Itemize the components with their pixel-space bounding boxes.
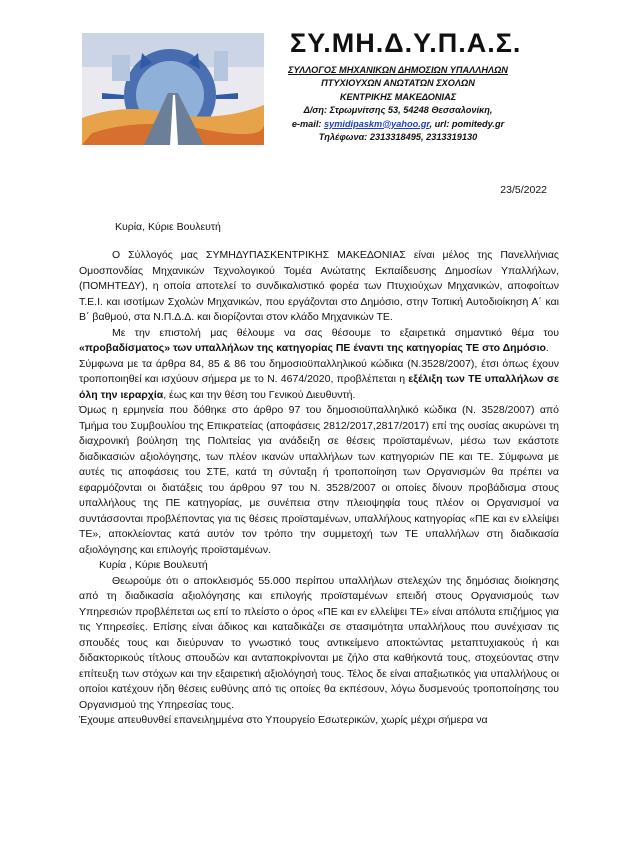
letter-body [79,248,559,729]
paragraph-5: Θεωρούμε ότι ο αποκλεισμός 55.000 περίπου υπαλλήλων στελεχών της δημόσιας διοίκησης από τη διαδικασία αξιολόγησης και επιλογής προϊσταμένων επειδή στους Οργανισμούς των Υπηρεσιών προβλέπεται ως επί το πλείστο ο όρος «ΠΕ και εν ελλείψει ΤΕ» είναι απόλυτα επιζήμιος για τις Υπηρεσίες. Επίσης είναι άδικος και καταδικάζει σε στασιμότητα υπαλλήλους που συνέχισαν τις σπουδές τους και διεύρυναν το γνωστικό τους αντικείμενο αποκτώντας μεταπτυχιακούς ή και διδακτορικούς τίτλους σπουδών και ανταποκρίνονται με ζήλο στα καθήκοντά τους, στοχεύοντας στην επίτευξη των στόχων και την εξαιρετική αξιολόγησή τους. Τέλος δε είναι απαξιωτικός για υπαλλήλους οι οποίοι κατέχουν ήδη θέσεις ευθύνης από τις οποίες θα εκπέσουν, λόγω δυσμενούς τροποποίησης του Οργανισμού της Υπηρεσίας τους. [79,574,559,711]
header-phones: Τηλέφωνα: 2313318495, 2313319130 [318,132,478,143]
paragraph-2 [79,326,559,357]
organization-acronym: ΣΥ.ΜΗ.Δ.Υ.Π.Α.Σ. [290,28,522,58]
paragraph-3-end: , έως και την θέση του Γενικού Διευθυντή. [163,388,356,401]
email-label: e-mail: [291,118,322,129]
paragraph-3 [79,357,559,404]
paragraph-2-text: Με την επιστολή μας θέλουμε να σας θέσουμε το εξαιρετικά σημαντικό θέμα του [112,326,559,339]
header-contact [268,118,528,131]
paragraph-1: Ο Σύλλογός μας ΣΥΜΗΔΥΠΑΣΚΕΝΤΡΙΚΗΣ ΜΑΚΕΔΟΝΙΑΣ είναι μέλος της Πανελλήνιας Ομοσπονδίας Μηχανικών Τεχνολογικού Τομέα Ανώτατης Εκπαίδευσης Δημοσίων Υπαλλήλων, (ΠΟΜΗΤΕΔΥ), η οποία αποτελεί το συνδικαλιστικό φορέα των Πτυχιούχων Μηχανικών, αποφοίτων Τ.Ε.Ι. και ισοτίμων Σχολών Μηχανικών, που εργάζονται στο Δημόσιο, στην Τοπική Αυτοδιοίκηση Α΄ και Β΄ βαθμού, στα Ν.Π.Δ.Δ. και διορίζονται στον κλάδο Μηχανικών ΤΕ. [79,249,559,323]
letter-date: 23/5/2022 [500,184,547,196]
paragraph-2-emphasis: «προβαδίσματος» των υπαλλήλων της κατηγορίας ΠΕ έναντι της κατηγορίας ΤΕ στο Δημόσιο [79,342,546,354]
organization-logo [82,33,264,145]
paragraph-4: Όμως η ερμηνεία που δόθηκε στο άρθρο 97 του δημοσιοϋπαλληλικό κώδικα (Ν. 3528/2007) από Τμήμα του Συμβουλίου της Επικρατείας (αποφάσεις 2812/2017,2817/2017) επί της ουσίας ακυρώνει τη διαχρονική βούληση της Πολιτείας για ανάδειξη σε θέσεις προϊσταμένων, μέσω των εκάστοτε διαδικασιών αξιολόγησης, των πλέον ικανών υπαλλήλων των κατηγοριών ΠΕ και ΤΕ. Σύμφωνα με αυτές τις αποφάσεις του ΣΤΕ, κατά τη σύνταξη ή τροποποίηση των Οργανισμών θα πρέπει να εφαρμόζονται οι διατάξεις του άρθρου 97 του Ν. 3528/2007 οι οποίες δίνουν προβάδισμα στους υπαλλήλους της ΠΕ κατηγορίας, με συνέπεια στην πλειοψηφία τους πλέον οι Οργανισμοί να συντάσσονται προβλέποντας για τις θέσεις προϊσταμένων, υπαλλήλους κατηγορίας «ΠΕ και εν ελλείψει ΤΕ», αποκλείοντας κατά αυτόν τον τρόπο την συμμετοχή των ΤΕ υπαλλήλων στη διαδικασία αξιολόγησης και επιλογής προϊσταμένων. [79,404,559,556]
salutation-2: Κυρία , Κύριε Βουλευτή [99,559,208,571]
paragraph-3-emphasis: εξέλιξη των ΤΕ υπαλλήλων σε όλη την ιεραρχία [79,373,559,401]
email-link[interactable]: symidipaskm@yahoo.gr [324,118,430,129]
header-address: Δ/ση: Στρωμνίτσης 53, 54248 Θεσσαλονίκη, [303,105,493,116]
url-text: , url: pomitedy.gr [429,118,505,129]
paragraph-2-end: . [545,342,549,354]
header-line-1: ΣΥΛΛΟΓΟΣ ΜΗΧΑΝΙΚΩΝ ΔΗΜΟΣΙΩΝ ΥΠΑΛΛΗΛΩΝ [288,65,508,75]
salutation: Κυρία, Κύριε Βουλευτή [115,221,221,233]
paragraph-3-text: Σύμφωνα με τα άρθρα 84, 85 & 86 του δημοσιοϋπαλληλικού κώδικα (Ν.3528/2007), έτσι όπως έχουν τροποποιηθεί και ισχύουν σήμερα με το Ν. 4674/2020, προβλέπεται η [79,357,559,385]
paragraph-6: Έχουμε απευθυνθεί επανειλημμένα στο Υπουργείο Εσωτερικών, χωρίς μέχρι σήμερα να [79,714,488,726]
organization-info [268,64,528,144]
header-line-3: ΚΕΝΤΡΙΚΗΣ ΜΑΚΕΔΟΝΙΑΣ [339,91,457,102]
header-line-2: ΠΤΥΧΙΟΥΧΩΝ ΑΝΩΤΑΤΩΝ ΣΧΟΛΩΝ [321,78,475,89]
